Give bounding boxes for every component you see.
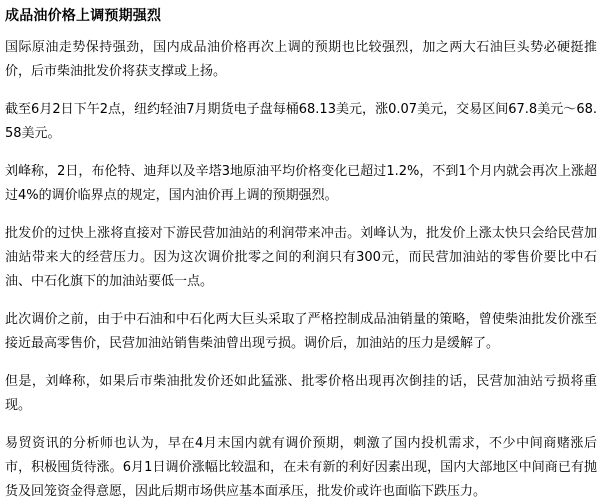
article-body	[5, 36, 597, 504]
article-paragraph-3: 刘峰称，2日，布伦特、迪拜以及辛塔3地原油平均价格变化已超过1.2%，不到1个月内就会再次上涨超过4%的调价临界点的规定，国内油价再上调的预期强烈。	[5, 164, 597, 203]
article-paragraph-4: 批发价的过快上涨将直接对下游民营加油站的利润带来冲击。刘峰认为，批发价上涨太快只会给民营加油站带来大的经营压力。因为这次调价批零之间的利润只有300元，而民营加油站的零售价要比中石油、中石化旗下的加油站要低一点。	[5, 226, 597, 289]
article-title: 成品油价格上调预期强烈	[5, 8, 162, 24]
article-paragraph-1: 国际原油走势保持强劲，国内成品油价格再次上调的预期也比较强烈，加之两大石油巨头势必硬挺推价，后市柴油批发价将获支撑或上扬。	[5, 40, 597, 79]
article-paragraph-2: 截至6月2日下午2点，纽约轻油7月期货电子盘每桶68.13美元，涨0.07美元，交易区间67.8美元～68.58美元。	[5, 102, 597, 141]
article-paragraph-7: 易贸资讯的分析师也认为，早在4月末国内就有调价预期，刺激了国内投机需求，不少中间商赌涨后市，积极囤货待涨。6月1日调价涨幅比较温和，在未有新的利好因素出现，国内大部地区中间商已有抛货及回笼资金得意愿，因此后期市场供应基本面承压，批发价或许也面临下跌压力。	[5, 436, 597, 499]
article-paragraph-6: 但是，刘峰称，如果后市柴油批发价还如此猛涨、批零价格出现再次倒挂的话，民营加油站亏损将重现。	[5, 374, 597, 413]
article-paragraph-5: 此次调价之前，由于中石油和中石化两大巨头采取了严格控制成品油销量的策略，曾使柴油批发价涨至接近最高零售价，民营加油站销售柴油曾出现亏损。调价后，加油站的压力是缓解了。	[5, 312, 597, 351]
